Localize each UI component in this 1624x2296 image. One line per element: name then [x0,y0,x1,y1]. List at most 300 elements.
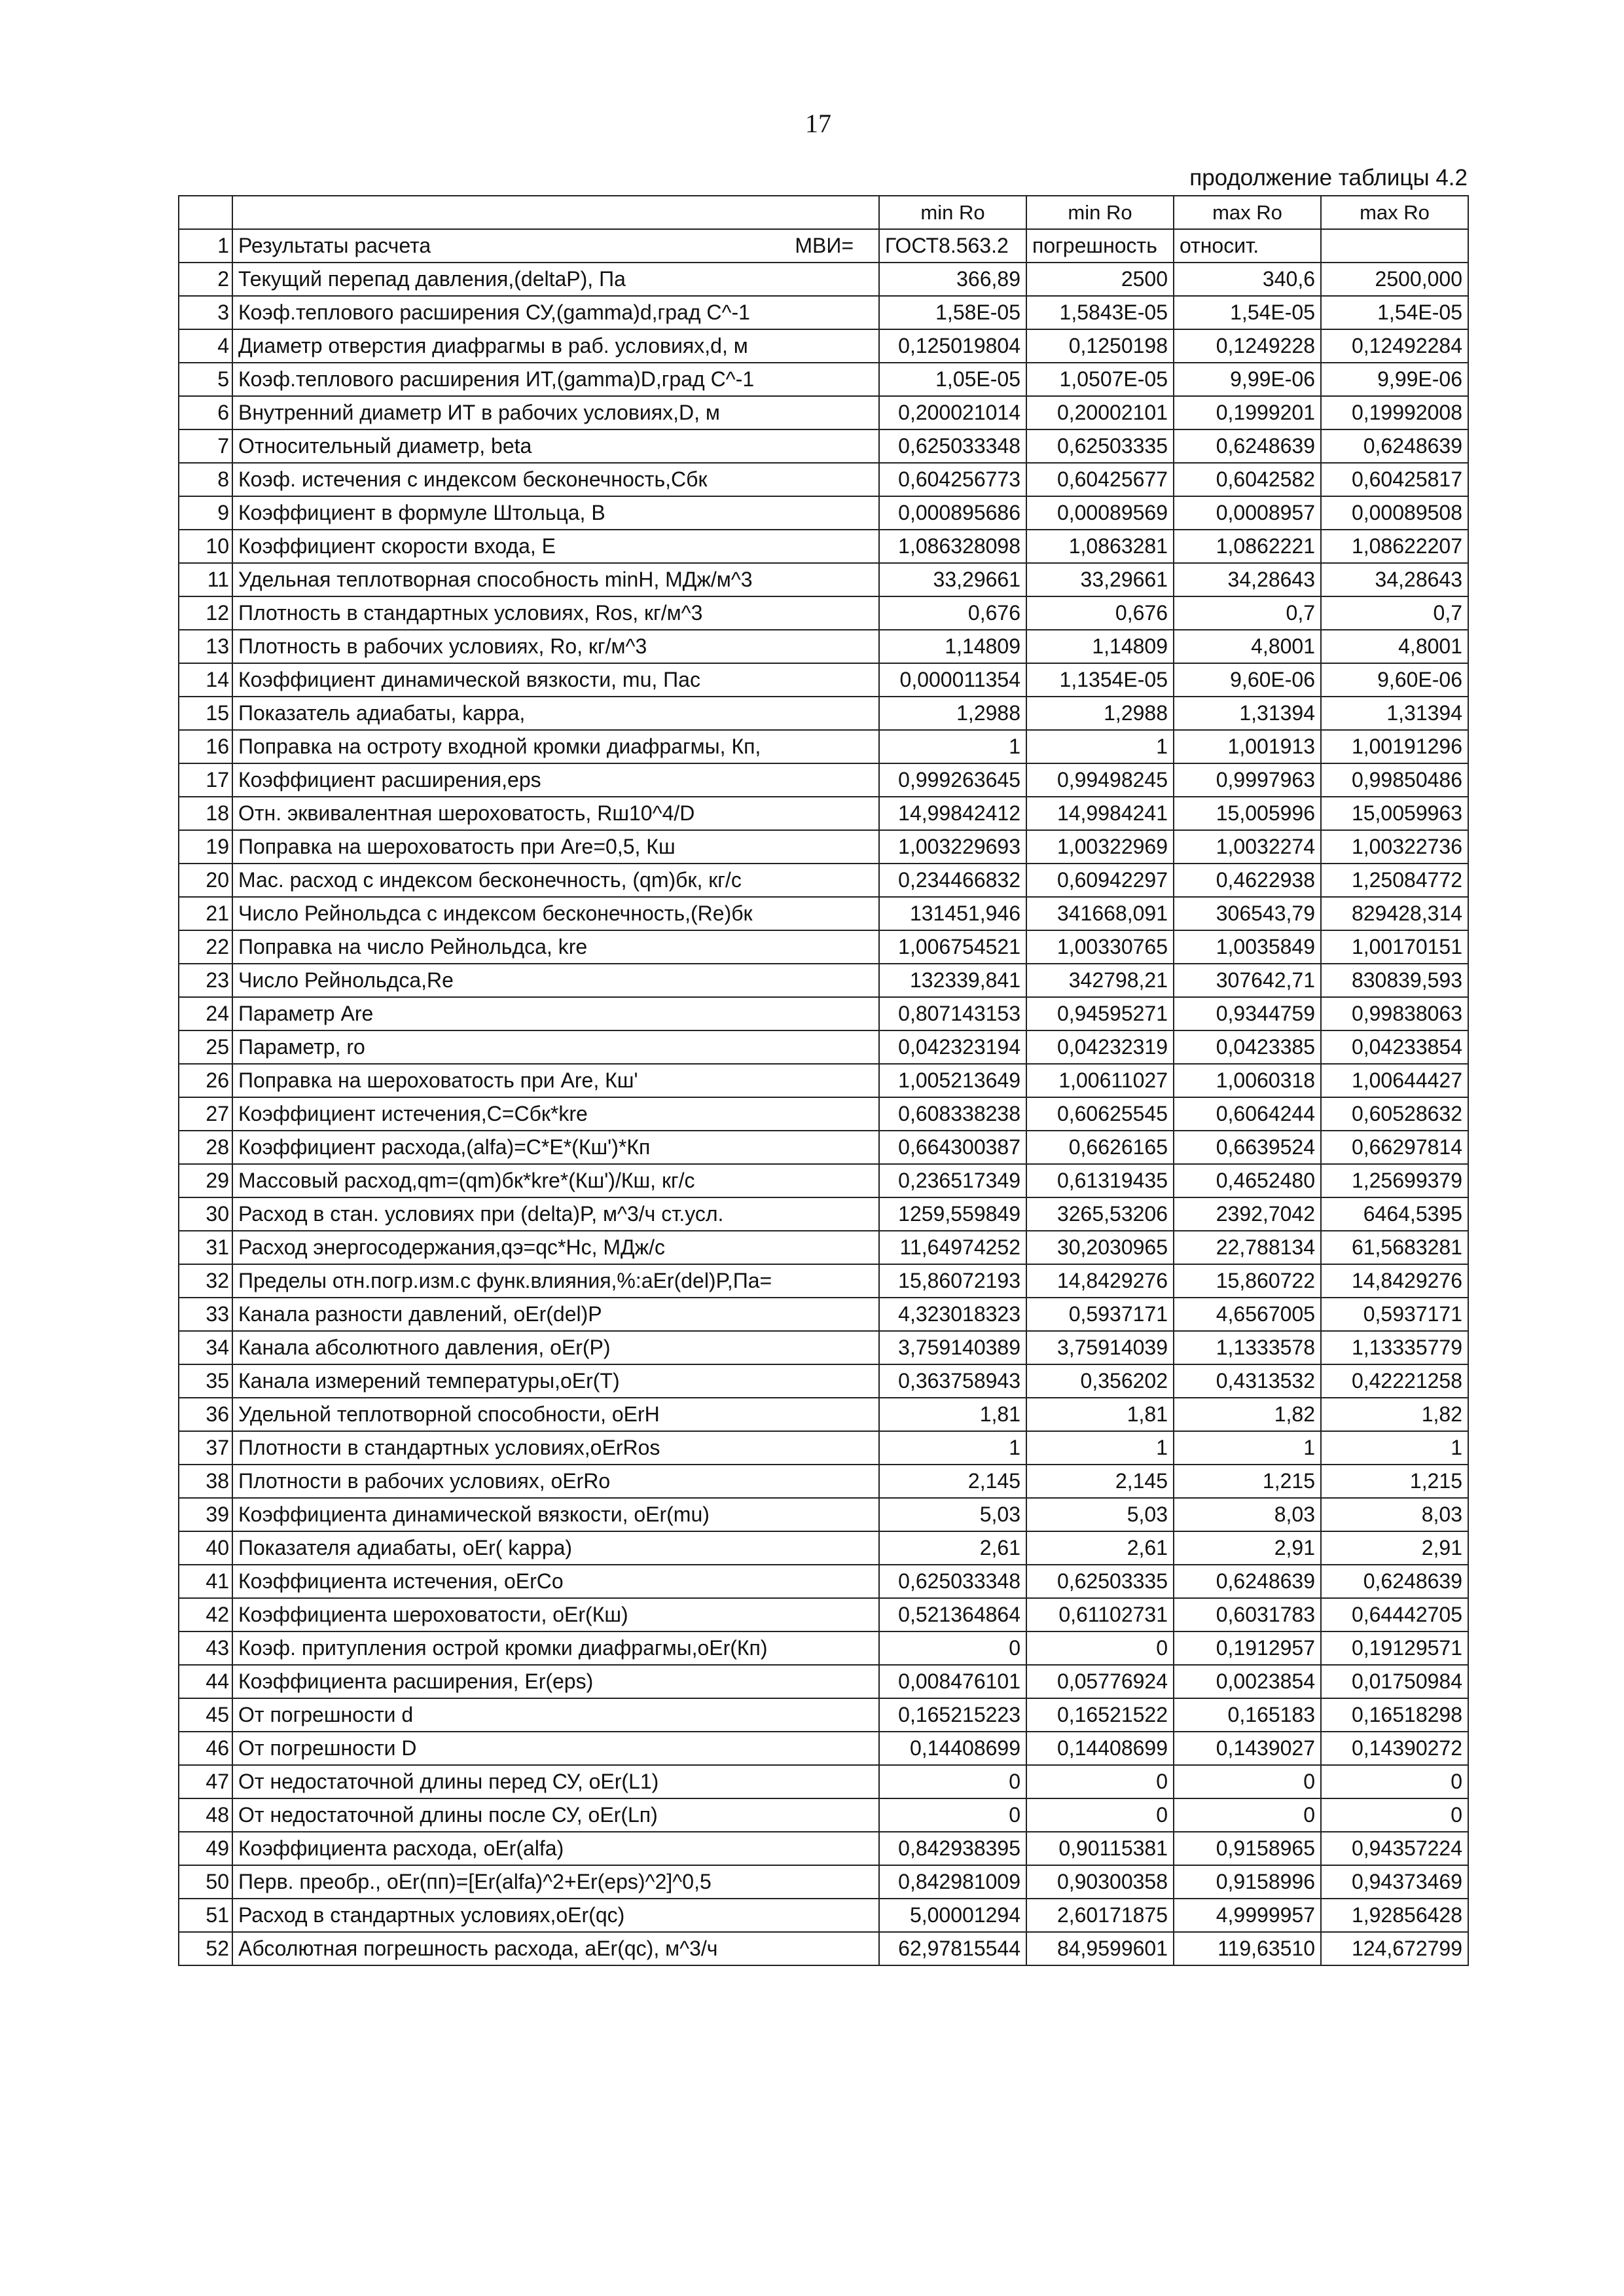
row-value: 0,9997963 [1174,763,1321,797]
row-number: 37 [179,1431,232,1465]
row-value: 0,60625545 [1026,1097,1174,1131]
row-value: 1,14809 [1026,630,1174,663]
row-name: Коэффициент динамической вязкости, mu, Пас [232,663,879,697]
row-value: 0 [1321,1765,1468,1798]
row-value: 0,1999201 [1174,396,1321,429]
row-value: 1,05E-05 [879,363,1026,396]
row-value: 2,61 [879,1531,1026,1565]
row-number: 6 [179,396,232,429]
row-name: Расход энергосодержания,qэ=qc*Hc, МДж/с [232,1231,879,1264]
table-row [179,864,1468,897]
row-value: 0,94373469 [1321,1865,1468,1899]
table-row [179,1131,1468,1164]
row-value: 0,99850486 [1321,763,1468,797]
row-value: 30,2030965 [1026,1231,1174,1264]
table-row [179,396,1468,429]
row-value: 1,0863281 [1026,530,1174,563]
row-name: Коэффициент в формуле Штольца, В [232,496,879,530]
row-value: 0,000011354 [879,663,1026,697]
row-name: Коэффициента расхода, оEr(alfa) [232,1832,879,1865]
row-value: 1,1333578 [1174,1331,1321,1364]
row-number: 49 [179,1832,232,1865]
row-value: 0,00089569 [1026,496,1174,530]
row-value: 2,145 [1026,1465,1174,1498]
table-row [179,1631,1468,1665]
row-value: 0,00089508 [1321,496,1468,530]
row-name: От погрешности D [232,1732,879,1765]
row-value: 0,19129571 [1321,1631,1468,1665]
row-value: 0,625033348 [879,429,1026,463]
row-value: 1,00191296 [1321,730,1468,763]
table-row [179,229,1468,263]
table-row [179,363,1468,396]
row-value: 0,807143153 [879,997,1026,1030]
table-row [179,1431,1468,1465]
row-name: Параметр Аre [232,997,879,1030]
row-value: 0,9344759 [1174,997,1321,1030]
row-number: 2 [179,263,232,296]
row-value: 1,58E-05 [879,296,1026,329]
row-value: 0,12492284 [1321,329,1468,363]
row-name-text: Результаты расчета [238,234,431,257]
row-name: Коэффициент расширения,eps [232,763,879,797]
row-value: 0 [1174,1798,1321,1832]
table-row [179,1231,1468,1264]
row-number: 39 [179,1498,232,1531]
row-value: 0,20002101 [1026,396,1174,429]
row-value: 2500 [1026,263,1174,296]
row-value: 1,54E-05 [1174,296,1321,329]
row-name: Текущий перепад давления,(deltaP), Па [232,263,879,296]
row-number: 9 [179,496,232,530]
row-value: 4,8001 [1321,630,1468,663]
row-value: 0 [879,1631,1026,1665]
row-value: 0,16521522 [1026,1698,1174,1732]
row-value: 0,99838063 [1321,997,1468,1030]
row-value: 3265,53206 [1026,1197,1174,1231]
row-value: 15,86072193 [879,1264,1026,1298]
row-value: 306543,79 [1174,897,1321,930]
row-value: относит. [1174,229,1321,263]
row-number: 44 [179,1665,232,1698]
row-name: Коэф. истечения с индексом бесконечность,Сбк [232,463,879,496]
table-row [179,263,1468,296]
row-value: 0,1439027 [1174,1732,1321,1765]
table-row [179,1498,1468,1531]
row-value: 1,82 [1321,1398,1468,1431]
row-value: 2500,000 [1321,263,1468,296]
row-value: 0,6639524 [1174,1131,1321,1164]
row-number: 3 [179,296,232,329]
row-number: 18 [179,797,232,830]
table-row [179,1732,1468,1765]
row-number: 43 [179,1631,232,1665]
column-header: max Ro [1321,196,1468,229]
row-value: 0,9158996 [1174,1865,1321,1899]
row-value: 2,91 [1174,1531,1321,1565]
row-number: 7 [179,429,232,463]
row-value: 131451,946 [879,897,1026,930]
table-continuation-label: продолжение таблицы 4.2 [1189,165,1468,191]
row-value: 1,0862221 [1174,530,1321,563]
row-number: 31 [179,1231,232,1264]
row-name: Удельной теплотворной способности, оErH [232,1398,879,1431]
table-row [179,697,1468,730]
row-value: 0,90115381 [1026,1832,1174,1865]
row-value: 0,842981009 [879,1865,1026,1899]
row-value: 0,200021014 [879,396,1026,429]
row-value: 0,16518298 [1321,1698,1468,1732]
row-name: Абсолютная погрешность расхода, aEr(qc), м^3/ч [232,1932,879,1965]
row-number: 14 [179,663,232,697]
row-value: 1,00611027 [1026,1064,1174,1097]
row-value: 0,61102731 [1026,1598,1174,1631]
header-blank-name [232,196,879,229]
row-value: 1,54E-05 [1321,296,1468,329]
table-row [179,1398,1468,1431]
row-value: 1,0032274 [1174,830,1321,864]
table-row [179,1565,1468,1598]
row-name: Удельная теплотворная способность minH, МДж/м^3 [232,563,879,596]
table-row [179,1698,1468,1732]
row-number: 4 [179,329,232,363]
row-value: 0,7 [1174,596,1321,630]
row-name: Коэффициент истечения,С=Сбк*kre [232,1097,879,1131]
row-value: 0,19992008 [1321,396,1468,429]
row-number: 35 [179,1364,232,1398]
row-value: 34,28643 [1174,563,1321,596]
table-row [179,1030,1468,1064]
row-value: 0,94595271 [1026,997,1174,1030]
row-value: 2,145 [879,1465,1026,1498]
row-value: 0,234466832 [879,864,1026,897]
row-value: 1,003229693 [879,830,1026,864]
row-value: 1 [1174,1431,1321,1465]
row-number: 13 [179,630,232,663]
row-value: 829428,314 [1321,897,1468,930]
row-value: 5,00001294 [879,1899,1026,1932]
row-value: 2392,7042 [1174,1197,1321,1231]
header-blank-num [179,196,232,229]
row-name: Поправка на число Рейнольдса, kre [232,930,879,964]
row-value: 14,8429276 [1321,1264,1468,1298]
row-name: Канала измерений температуры,оEr(T) [232,1364,879,1398]
table-row [179,463,1468,496]
row-number: 8 [179,463,232,496]
row-value: 124,672799 [1321,1932,1468,1965]
row-value: 1,82 [1174,1398,1321,1431]
row-value: 1,1354E-05 [1026,663,1174,697]
row-value: 4,8001 [1174,630,1321,663]
row-value: 14,9984241 [1026,797,1174,830]
table-row [179,997,1468,1030]
row-name: Показатель адиабаты, kappa, [232,697,879,730]
row-number: 17 [179,763,232,797]
row-number: 27 [179,1097,232,1131]
row-value: 0,676 [879,596,1026,630]
row-value: 0,0023854 [1174,1665,1321,1698]
row-value: 5,03 [879,1498,1026,1531]
row-number: 47 [179,1765,232,1798]
row-value: 307642,71 [1174,964,1321,997]
row-number: 36 [179,1398,232,1431]
row-number: 23 [179,964,232,997]
row-value: 15,860722 [1174,1264,1321,1298]
row-number: 11 [179,563,232,596]
row-name: Мас. расход с индексом бесконечность, (qm)бк, кг/с [232,864,879,897]
row-name: Расход в стан. условиях при (delta)P, м^3/ч ст.усл. [232,1197,879,1231]
row-name: Параметр, rо [232,1030,879,1064]
row-name: Коэффициент скорости входа, Е [232,530,879,563]
row-value: 14,99842412 [879,797,1026,830]
row-value: 1,00322969 [1026,830,1174,864]
row-value: 3,75914039 [1026,1331,1174,1364]
row-number: 28 [179,1131,232,1164]
row-name: Коэф. притупления острой кромки диафрагмы,оEr(Кп) [232,1631,879,1665]
row-value: 8,03 [1321,1498,1468,1531]
row-name: Расход в стандартных условиях,оEr(qc) [232,1899,879,1932]
row-value: 0,6064244 [1174,1097,1321,1131]
table-row [179,1765,1468,1798]
row-value: 0,0423385 [1174,1030,1321,1064]
row-number: 25 [179,1030,232,1064]
table-row [179,1064,1468,1097]
table-row [179,1465,1468,1498]
table-row [179,1865,1468,1899]
table-row [179,797,1468,830]
row-name: Канала разности давлений, оEr(del)P [232,1298,879,1331]
row-value: 0,6031783 [1174,1598,1321,1631]
row-value: 1,001913 [1174,730,1321,763]
row-value: 0,6248639 [1174,1565,1321,1598]
row-value: 0,1912957 [1174,1631,1321,1665]
column-header-row [179,196,1468,229]
row-value: 4,6567005 [1174,1298,1321,1331]
row-value: 0,60425677 [1026,463,1174,496]
row-name: Канала абсолютного давления, оEr(P) [232,1331,879,1364]
row-value: 0,01750984 [1321,1665,1468,1698]
table-row [179,763,1468,797]
row-number: 24 [179,997,232,1030]
row-value: 4,323018323 [879,1298,1026,1331]
row-value: 1 [1321,1431,1468,1465]
row-number: 52 [179,1932,232,1965]
mvi-label: МВИ= [795,234,854,257]
row-value: 119,63510 [1174,1932,1321,1965]
row-name: Поправка на шероховатость при Аre, Кш' [232,1064,879,1097]
row-value [1321,229,1468,263]
row-value: 0,04233854 [1321,1030,1468,1064]
row-value: 0,6248639 [1174,429,1321,463]
row-value: 0,14408699 [879,1732,1026,1765]
table-row [179,1331,1468,1364]
row-name [232,229,879,263]
row-number: 1 [179,229,232,263]
table-row [179,1798,1468,1832]
row-value: 11,64974252 [879,1231,1026,1264]
row-value: 1,005213649 [879,1064,1026,1097]
row-value: 22,788134 [1174,1231,1321,1264]
row-name: От недостаточной длины перед СУ, оEr(L1) [232,1765,879,1798]
table-row [179,596,1468,630]
row-value: 340,6 [1174,263,1321,296]
row-value: 0,676 [1026,596,1174,630]
row-value: 1,81 [1026,1398,1174,1431]
row-name: Поправка на остроту входной кромки диафрагмы, Кп, [232,730,879,763]
row-value: 1,2988 [879,697,1026,730]
row-value: 0,4313532 [1174,1364,1321,1398]
row-value: 0 [879,1798,1026,1832]
table-row [179,1264,1468,1298]
row-name: Коэффициент расхода,(alfa)=C*E*(Кш')*Кп [232,1131,879,1164]
row-number: 45 [179,1698,232,1732]
row-value: 0,000895686 [879,496,1026,530]
row-value: 366,89 [879,263,1026,296]
row-name: Пределы отн.погр.изм.с функ.влияния,%:aEr(del)P,Па= [232,1264,879,1298]
row-number: 40 [179,1531,232,1565]
row-name: Плотности в рабочих условиях, оErRo [232,1465,879,1498]
row-value: 1,006754521 [879,930,1026,964]
row-value: 0,90300358 [1026,1865,1174,1899]
row-number: 33 [179,1298,232,1331]
row-number: 19 [179,830,232,864]
row-value: 0 [1026,1765,1174,1798]
table-row [179,897,1468,930]
row-value: 8,03 [1174,1498,1321,1531]
row-value: 0,165215223 [879,1698,1026,1732]
row-value: 0,008476101 [879,1665,1026,1698]
row-value: 0,999263645 [879,763,1026,797]
row-value: 0 [1321,1798,1468,1832]
table-row [179,1832,1468,1865]
row-value: 1,00170151 [1321,930,1468,964]
row-name: Коэф.теплового расширения СУ,(gamma)d,град С^-1 [232,296,879,329]
row-name: Число Рейнольдса,Re [232,964,879,997]
row-name: От погрешности d [232,1698,879,1732]
row-number: 32 [179,1264,232,1298]
row-value: 1,2988 [1026,697,1174,730]
table-row [179,1665,1468,1698]
table-row [179,530,1468,563]
row-value: 2,91 [1321,1531,1468,1565]
row-value: 0,356202 [1026,1364,1174,1398]
row-value: 0,61319435 [1026,1164,1174,1197]
row-name: Перв. преобр., оEr(пп)=[Er(alfa)^2+Er(eps)^2]^0,5 [232,1865,879,1899]
column-header: min Ro [879,196,1026,229]
table-row [179,1298,1468,1331]
row-value: 0 [1026,1798,1174,1832]
row-value: 0,842938395 [879,1832,1026,1865]
row-value: 1,81 [879,1398,1026,1431]
row-value: 0,62503335 [1026,429,1174,463]
row-number: 46 [179,1732,232,1765]
row-value: 0,05776924 [1026,1665,1174,1698]
row-value: 62,97815544 [879,1932,1026,1965]
column-header: min Ro [1026,196,1174,229]
row-name: Относительный диаметр, beta [232,429,879,463]
row-number: 12 [179,596,232,630]
row-value: 34,28643 [1321,563,1468,596]
row-value: 0,1250198 [1026,329,1174,363]
column-header: max Ro [1174,196,1321,229]
row-name: Плотность в стандартных условиях, Ros, кг/м^3 [232,596,879,630]
table-row [179,1164,1468,1197]
table-row [179,930,1468,964]
row-value: 0,4622938 [1174,864,1321,897]
row-value: 1,0507E-05 [1026,363,1174,396]
row-value: 0 [1026,1631,1174,1665]
row-value: 0,1249228 [1174,329,1321,363]
table-row [179,1598,1468,1631]
row-number: 50 [179,1865,232,1899]
table-row [179,296,1468,329]
row-value: 0,60942297 [1026,864,1174,897]
row-number: 26 [179,1064,232,1097]
row-value: 1,0035849 [1174,930,1321,964]
row-name: Коэффициента шероховатости, оEr(Кш) [232,1598,879,1631]
results-table [178,195,1469,1966]
row-value: 1 [879,1431,1026,1465]
row-value: 1,00330765 [1026,930,1174,964]
row-value: 0,14390272 [1321,1732,1468,1765]
row-value: 1,215 [1174,1465,1321,1498]
row-value: 15,0059963 [1321,797,1468,830]
row-number: 41 [179,1565,232,1598]
row-name: Число Рейнольдса с индексом бесконечность,(Re)бк [232,897,879,930]
row-value: 0,60528632 [1321,1097,1468,1131]
table-row [179,830,1468,864]
row-value: 0,60425817 [1321,463,1468,496]
row-value: 0,5937171 [1321,1298,1468,1331]
row-value: 0,9158965 [1174,1832,1321,1865]
row-value: 0,521364864 [879,1598,1026,1631]
row-value: 0,625033348 [879,1565,1026,1598]
row-value: 830839,593 [1321,964,1468,997]
row-value: 0,363758943 [879,1364,1026,1398]
row-name: Поправка на шероховатость при Аre=0,5, Кш [232,830,879,864]
row-value: погрешность [1026,229,1174,263]
row-value: 9,99E-06 [1321,363,1468,396]
row-value: 1,086328098 [879,530,1026,563]
row-value: 0,6248639 [1321,1565,1468,1598]
table-row [179,964,1468,997]
row-value: 0,4652480 [1174,1164,1321,1197]
row-value: 0,042323194 [879,1030,1026,1064]
table-row [179,1097,1468,1131]
row-value: 5,03 [1026,1498,1174,1531]
row-value: 1,00322736 [1321,830,1468,864]
row-name: Показателя адиабаты, оEr( kappa) [232,1531,879,1565]
row-number: 10 [179,530,232,563]
row-number: 21 [179,897,232,930]
row-value: 1,5843E-05 [1026,296,1174,329]
row-value: 1,215 [1321,1465,1468,1498]
table-row [179,663,1468,697]
table-row [179,1364,1468,1398]
row-number: 30 [179,1197,232,1231]
row-number: 20 [179,864,232,897]
table-row [179,1531,1468,1565]
row-value: 0,608338238 [879,1097,1026,1131]
row-value: 2,60171875 [1026,1899,1174,1932]
row-value: 1 [1026,1431,1174,1465]
row-value: 0,66297814 [1321,1131,1468,1164]
row-name: Внутренний диаметр ИТ в рабочих условиях,D, м [232,396,879,429]
row-value: 6464,5395 [1321,1197,1468,1231]
row-number: 34 [179,1331,232,1364]
row-name: Коэффициента расширения, Er(eps) [232,1665,879,1698]
row-value: 0,94357224 [1321,1832,1468,1865]
